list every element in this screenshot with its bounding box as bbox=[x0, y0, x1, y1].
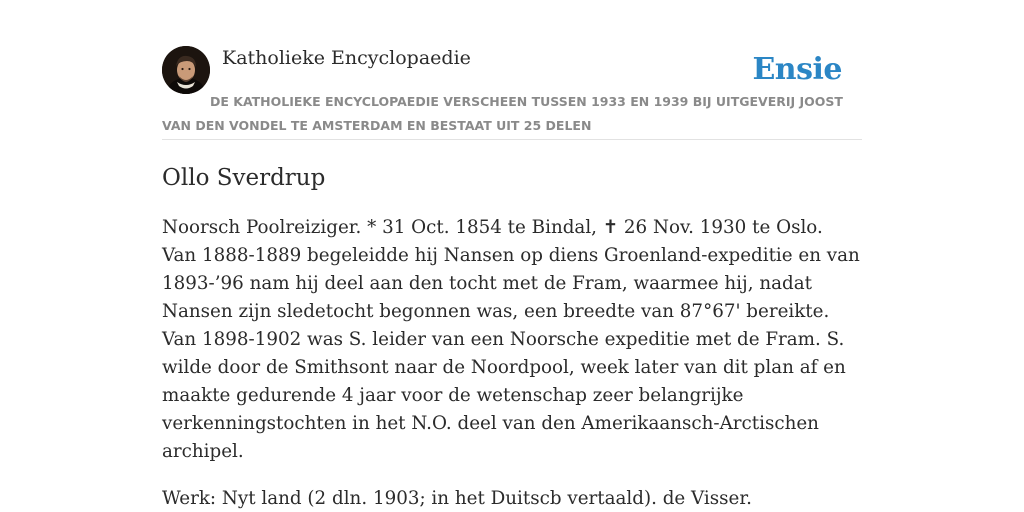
article-paragraph: Noorsch Poolreiziger. * 31 Oct. 1854 te Bindal, ✝ 26 Nov. 1930 te Oslo. Van 1888-1889 begeleidde hij Nansen op diens Groenland-expeditie en van 1893-’96 nam hij deel aan den tocht met de Fram, waarmee hij, nadat Nansen zijn sledetocht begonnen was, een breedte van 87°67' bereikte. Van 1898-1902 was S. leider van een Noorsche expeditie met de Fram. S. wilde door de Smithsont naar de Noordpool, week later van dit plan af en maakte gedurende 4 jaar voor de wetenschap zeer belangrijke verkenningstochten in het N.O. deel van den Amerikaansch-Arctischen archipel. bbox=[162, 217, 860, 462]
article-paragraph: Werk: Nyt land (2 dln. 1903; in het Duitscb vertaald). de Visser. bbox=[162, 488, 752, 509]
article bbox=[162, 160, 862, 512]
portrait-icon bbox=[162, 46, 210, 94]
ensie-logo[interactable]: Ensie bbox=[752, 52, 842, 87]
article-title: Ollo Sverdrup bbox=[162, 165, 326, 191]
source-header bbox=[162, 46, 862, 140]
source-title[interactable]: Katholieke Encyclopaedie bbox=[222, 47, 471, 69]
source-description: DE KATHOLIEKE ENCYCLOPAEDIE VERSCHEEN TUSSEN 1933 EN 1939 BIJ UITGEVERIJ JOOST VAN DEN VONDEL TE AMSTERDAM EN BESTAAT UIT 25 DELEN bbox=[162, 94, 843, 133]
source-avatar[interactable] bbox=[162, 46, 210, 94]
